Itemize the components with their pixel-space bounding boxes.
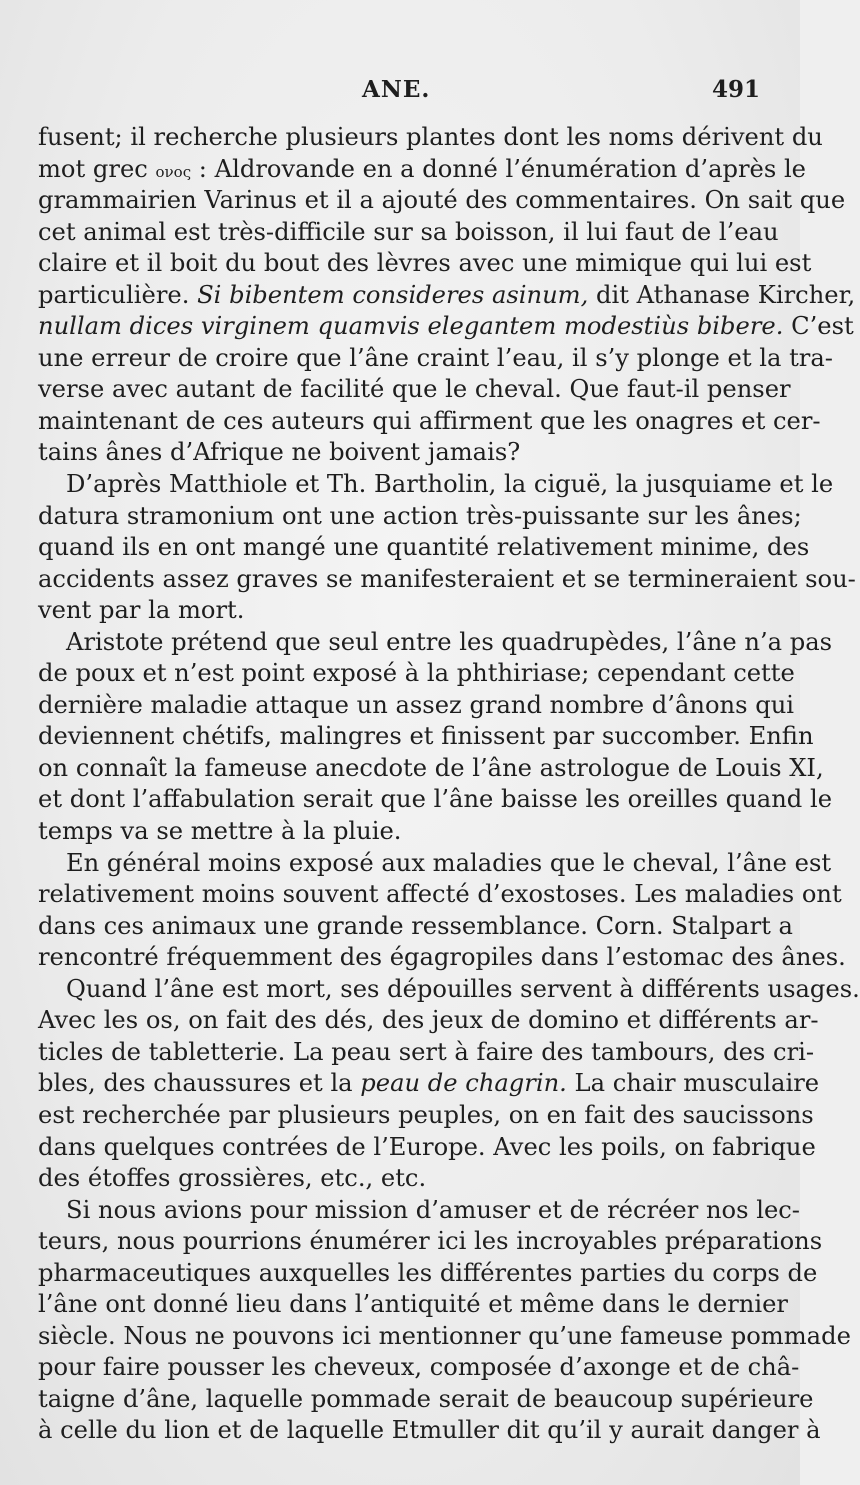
text-line bbox=[38, 1195, 800, 1227]
text-line bbox=[38, 1005, 819, 1037]
text-line bbox=[38, 816, 764, 848]
line-segment-text: relativement moins souvent affecté d’exostoses. Les maladies ont bbox=[38, 880, 842, 909]
line-segment-text: datura stramonium ont une action très-puissante sur les ânes; bbox=[38, 501, 802, 530]
line-segment-text: claire et il boit du bout des lèvres avec une mimique qui lui est bbox=[38, 249, 812, 278]
line-segment-text: maintenant de ces auteurs qui affirment que les onagres et cer- bbox=[38, 406, 821, 435]
line-segment-text: de poux et n’est point exposé à la phthiriase; cependant cette bbox=[38, 659, 795, 688]
line-segment-text: deviennent chétifs, malingres et finissent par succomber. Enfin bbox=[38, 722, 814, 751]
text-line bbox=[38, 185, 846, 217]
line-segment-post: La chair musculaire bbox=[566, 1069, 820, 1098]
line-segment-text: En général moins exposé aux maladies que le cheval, l’âne est bbox=[66, 848, 832, 877]
text-line bbox=[38, 1258, 818, 1290]
text-line bbox=[38, 974, 860, 1006]
line-segment-text: des étoffes grossières, etc., etc. bbox=[38, 1164, 427, 1193]
line-segment-text: D’après Matthiole et Th. Bartholin, la ciguë, la jusquiame et le bbox=[66, 470, 834, 499]
line-segment-text: cet animal est très-difficile sur sa boisson, il lui faut de l’eau bbox=[38, 217, 779, 246]
line-segment-text: Quand l’âne est mort, ses dépouilles servent à différents usages. bbox=[66, 974, 860, 1003]
line-segment-text: à celle du lion et de laquelle Etmuller dit qu’il y aurait danger à bbox=[38, 1416, 821, 1445]
text-line bbox=[38, 627, 833, 659]
line-segment-text: Aristote prétend que seul entre les quadrupèdes, l’âne n’a pas bbox=[66, 627, 833, 656]
text-line bbox=[38, 564, 856, 596]
line-segment-post: C’est bbox=[783, 312, 854, 341]
line-segment-greek: ονος bbox=[155, 162, 192, 181]
line-segment-pre: bles, des chaussures et la bbox=[38, 1069, 361, 1098]
text-line bbox=[38, 1415, 821, 1447]
line-segment-text: ticles de tabletterie. La peau sert à faire des tambours, des cri- bbox=[38, 1037, 815, 1066]
text-line bbox=[38, 469, 834, 501]
text-line bbox=[38, 690, 795, 722]
line-segment-italic: Si bibentem consideres asinum, bbox=[197, 280, 589, 309]
text-line bbox=[38, 784, 833, 816]
text-line bbox=[38, 1037, 815, 1069]
line-segment-text: teurs, nous pourrions énumérer ici les incroyables préparations bbox=[38, 1227, 823, 1256]
line-segment-text: grammairien Varinus et il a ajouté des commentaires. On sait que bbox=[38, 186, 846, 215]
line-segment-text: dans quelques contrées de l’Europe. Avec les poils, on fabrique bbox=[38, 1132, 816, 1161]
body-text bbox=[38, 122, 860, 1447]
text-line bbox=[38, 753, 824, 785]
line-segment-post: : Aldrovande en a donné l’énumération d’après le bbox=[191, 154, 807, 183]
text-line bbox=[38, 721, 814, 753]
text-line bbox=[38, 911, 793, 943]
line-segment-text: rencontré fréquemment des égagropiles dans l’estomac des ânes. bbox=[38, 943, 846, 972]
text-line bbox=[38, 1384, 814, 1416]
line-segment-italic: peau de chagrin. bbox=[360, 1069, 567, 1098]
text-line bbox=[38, 848, 832, 880]
line-segment-text: dernière maladie attaque un assez grand nombre d’ânons qui bbox=[38, 690, 795, 719]
text-line bbox=[38, 532, 810, 564]
text-line bbox=[38, 248, 812, 280]
line-segment-text: dans ces animaux une grande ressemblance. Corn. Stalpart a bbox=[38, 911, 793, 940]
line-segment-text: une erreur de croire que l’âne craint l’eau, il s’y plonge et la tra- bbox=[38, 343, 833, 372]
line-segment-pre: mot grec bbox=[38, 154, 156, 183]
line-segment-text: on connaît la fameuse anecdote de l’âne astrologue de Louis XI, bbox=[38, 753, 824, 782]
line-segment-text: pour faire pousser les cheveux, composée d’axonge et de châ- bbox=[38, 1353, 800, 1382]
text-line bbox=[38, 879, 842, 911]
line-segment-post: dit Athanase Kircher, bbox=[588, 280, 856, 309]
line-segment-text: temps va se mettre à la pluie. bbox=[38, 817, 402, 846]
line-segment-text: quand ils en ont mangé une quantité relativement minime, des bbox=[38, 533, 810, 562]
line-segment-text: pharmaceutiques auxquelles les différentes parties du corps de bbox=[38, 1258, 818, 1287]
text-line bbox=[38, 1068, 820, 1100]
text-line bbox=[38, 1100, 814, 1132]
text-line bbox=[38, 1132, 816, 1164]
text-line bbox=[38, 1289, 788, 1321]
text-line bbox=[38, 311, 854, 343]
text-line bbox=[38, 942, 846, 974]
text-line bbox=[38, 154, 807, 186]
line-segment-text: et dont l’affabulation serait que l’âne baisse les oreilles quand le bbox=[38, 785, 833, 814]
text-line bbox=[38, 343, 833, 375]
running-head: ANE. bbox=[362, 76, 431, 103]
text-line bbox=[38, 122, 823, 154]
text-line bbox=[38, 1352, 800, 1384]
line-segment-text: accidents assez graves se manifesteraient et se termineraient sou- bbox=[38, 564, 856, 593]
text-line bbox=[38, 437, 764, 469]
text-line bbox=[38, 406, 821, 438]
line-segment-text: Si nous avions pour mission d’amuser et de récréer nos lec- bbox=[66, 1195, 800, 1224]
line-segment-text: verse avec autant de facilité que le cheval. Que faut-il penser bbox=[38, 375, 791, 404]
page-number: 491 bbox=[712, 76, 761, 103]
line-segment-text: siècle. Nous ne pouvons ici mentionner qu’une fameuse pommade bbox=[38, 1321, 851, 1350]
text-line bbox=[38, 501, 802, 533]
line-segment-pre: particulière. bbox=[38, 280, 198, 309]
line-segment-text: l’âne ont donné lieu dans l’antiquité et même dans le dernier bbox=[38, 1290, 788, 1319]
text-line bbox=[38, 217, 779, 249]
text-line bbox=[38, 374, 791, 406]
text-line bbox=[38, 280, 856, 312]
line-segment-text: vent par la mort. bbox=[38, 596, 245, 625]
line-segment-text: taigne d’âne, laquelle pommade serait de beaucoup supérieure bbox=[38, 1384, 814, 1413]
text-line bbox=[38, 595, 764, 627]
text-line bbox=[38, 658, 795, 690]
line-segment-italic: nullam dices virginem quamvis elegantem modestiùs bibere. bbox=[38, 312, 784, 341]
text-line bbox=[38, 1321, 851, 1353]
text-line bbox=[38, 1163, 764, 1195]
text-line bbox=[38, 1226, 823, 1258]
line-segment-text: fusent; il recherche plusieurs plantes dont les noms dérivent du bbox=[38, 123, 823, 151]
page-header bbox=[0, 76, 800, 110]
line-segment-text: Avec les os, on fait des dés, des jeux de domino et différents ar- bbox=[38, 1006, 819, 1035]
line-segment-text: tains ânes d’Afrique ne boivent jamais? bbox=[38, 438, 521, 467]
line-segment-text: est recherchée par plusieurs peuples, on en fait des saucissons bbox=[38, 1100, 814, 1129]
